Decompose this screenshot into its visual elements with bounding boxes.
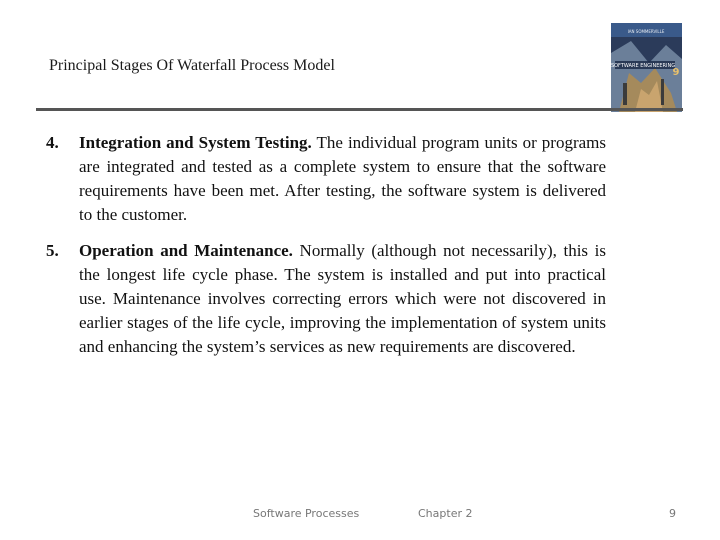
list-item-text: The individual program units or programs are integrated and tested as a complete system to ensure that the software requirements have been met. After testing, the software system is delivered to the customer. xyxy=(79,133,606,224)
book-cover-image xyxy=(611,23,682,112)
footer-section-label: Software Processes xyxy=(253,507,360,520)
list-item-number: 4. xyxy=(46,133,59,152)
footer-chapter-label: Chapter 2 xyxy=(418,507,473,520)
list-item xyxy=(46,239,606,359)
cover-author-text: IAN SOMMERVILLE xyxy=(627,29,665,34)
list-item-body xyxy=(79,239,606,359)
book-cover-art xyxy=(611,23,682,112)
cover-edition-text: 9 xyxy=(672,67,680,78)
list-item xyxy=(46,131,606,227)
list-item-heading: Integration and System Testing. xyxy=(79,133,312,152)
list-item-body xyxy=(79,131,606,227)
page-number: 9 xyxy=(669,507,676,520)
list-item-heading: Operation and Maintenance. xyxy=(79,241,293,260)
list-item-number: 5. xyxy=(46,241,59,260)
list-item-text: Normally (although not necessarily), this is the longest life cycle phase. The system is installed and put into practical use. Maintenance involves correcting errors which were not discovered in earlier stages of the life cycle, improving the implementation of system units and enhancing the system’s services as new requirements are discovered. xyxy=(79,241,606,356)
cover-title-text: SOFTWARE ENGINEERING xyxy=(611,63,676,69)
title-divider xyxy=(36,108,683,111)
slide-title: Principal Stages Of Waterfall Process Model xyxy=(49,57,335,74)
